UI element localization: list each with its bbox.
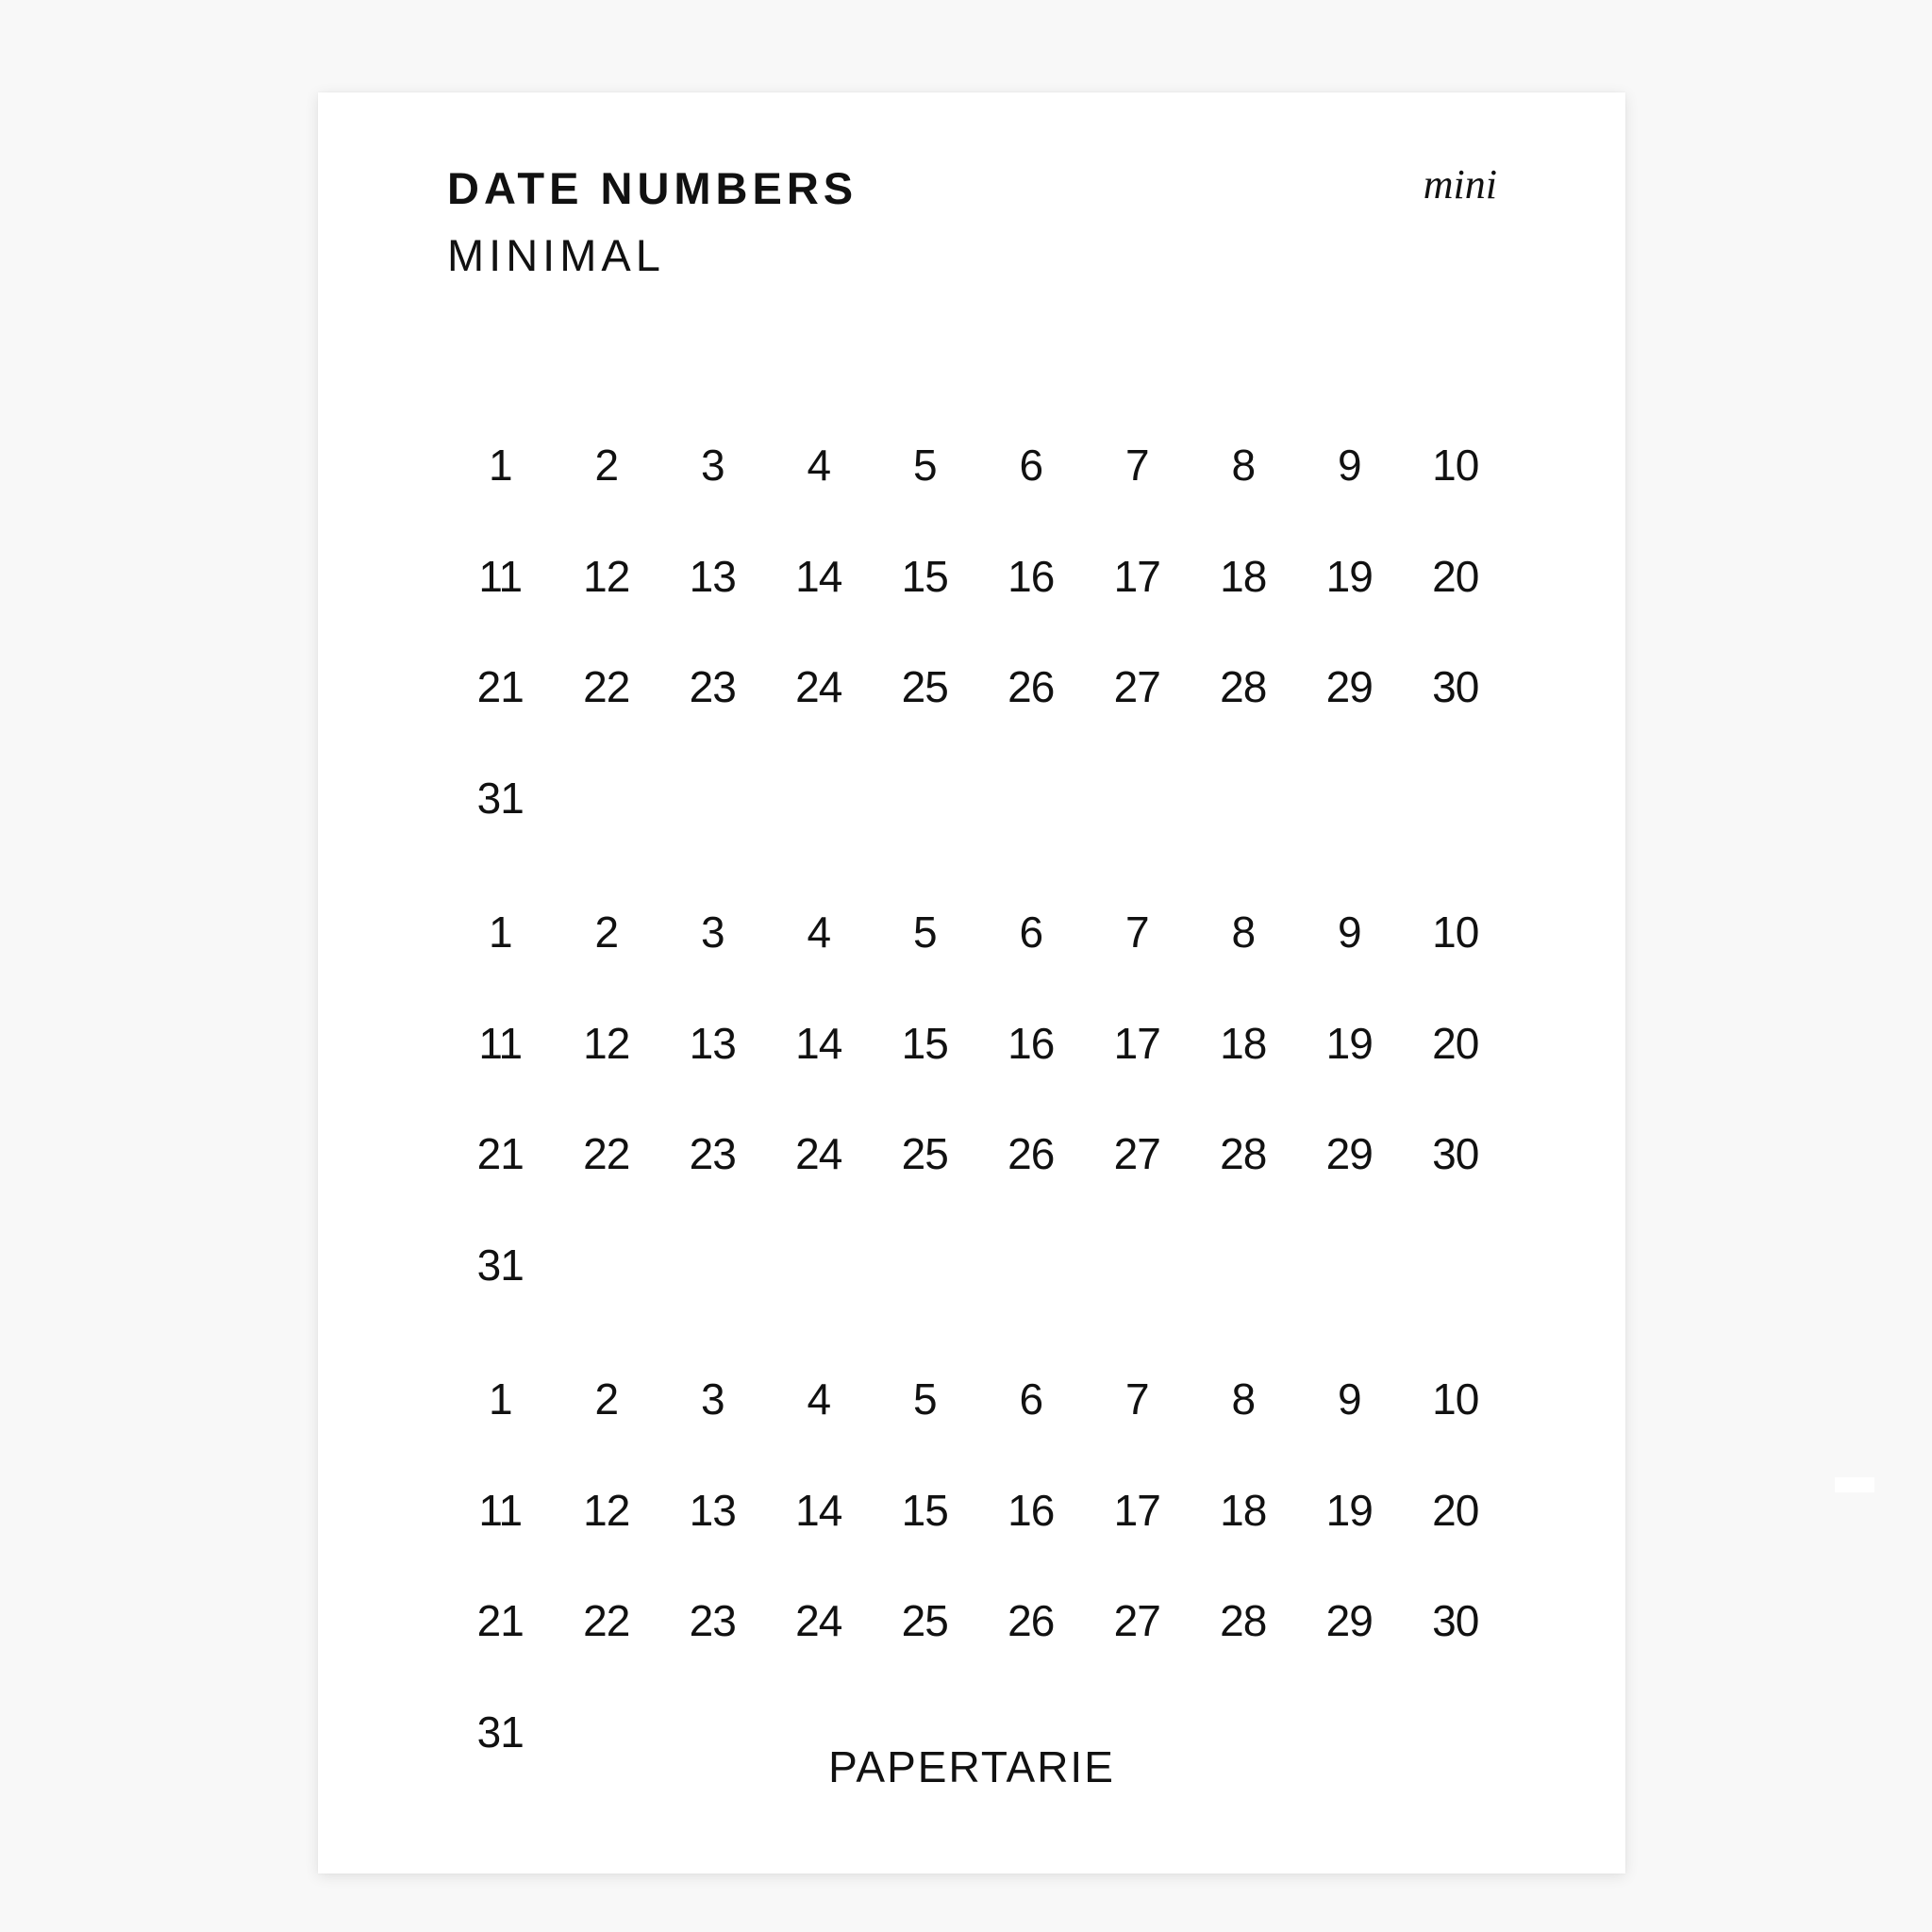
date-set-1 — [447, 423, 1508, 866]
date-number: 13 — [689, 1485, 736, 1535]
date-number: 26 — [1008, 662, 1055, 711]
brand-name: PAPERTARIE — [828, 1742, 1115, 1791]
date-number: 5 — [912, 908, 937, 957]
date-number: 18 — [1220, 551, 1267, 601]
date-set-3 — [447, 1357, 1508, 1800]
date-number: 11 — [478, 551, 523, 601]
date-number: 14 — [795, 1485, 842, 1535]
sheet-title: DATE NUMBERS — [447, 163, 858, 213]
date-number: 16 — [1008, 1485, 1055, 1535]
date-number: 27 — [1113, 1596, 1160, 1645]
date-number: 22 — [583, 1129, 630, 1178]
date-number: 16 — [1008, 551, 1055, 601]
date-number: 28 — [1220, 1596, 1267, 1645]
date-number: 3 — [700, 1374, 724, 1424]
date-number: 26 — [1008, 1596, 1055, 1645]
date-number: 5 — [912, 441, 937, 490]
date-number: 19 — [1325, 551, 1373, 601]
date-number: 13 — [689, 551, 736, 601]
date-number: 3 — [700, 908, 724, 957]
date-number: 13 — [689, 1018, 736, 1068]
date-number: 2 — [594, 908, 619, 957]
date-number: 20 — [1432, 1018, 1479, 1068]
date-number: 10 — [1432, 908, 1479, 957]
date-number: 28 — [1220, 662, 1267, 711]
date-number: 7 — [1124, 441, 1149, 490]
edition-label: mini — [1423, 161, 1497, 208]
date-number: 27 — [1113, 1129, 1160, 1178]
edge-highlight — [1835, 1477, 1874, 1492]
date-number: 19 — [1325, 1485, 1373, 1535]
date-number: 9 — [1337, 441, 1361, 490]
date-number: 9 — [1337, 908, 1361, 957]
date-number: 18 — [1220, 1485, 1267, 1535]
date-number: 22 — [583, 662, 630, 711]
date-number: 11 — [478, 1485, 523, 1535]
date-number: 4 — [807, 1374, 831, 1424]
date-number: 28 — [1220, 1129, 1267, 1178]
date-number: 2 — [594, 1374, 619, 1424]
date-number: 31 — [476, 1240, 524, 1290]
date-number: 29 — [1325, 1129, 1373, 1178]
date-number: 12 — [583, 551, 630, 601]
date-number: 23 — [689, 1596, 736, 1645]
date-number: 11 — [478, 1018, 523, 1068]
date-number: 20 — [1432, 1485, 1479, 1535]
date-number: 4 — [807, 908, 831, 957]
date-grid — [447, 890, 1508, 1333]
date-number: 4 — [807, 441, 831, 490]
date-number: 23 — [689, 1129, 736, 1178]
date-number: 8 — [1231, 1374, 1256, 1424]
date-number: 26 — [1008, 1129, 1055, 1178]
date-number: 1 — [488, 1374, 512, 1424]
date-number: 30 — [1432, 1596, 1479, 1645]
date-number: 6 — [1019, 1374, 1043, 1424]
date-number: 24 — [795, 1129, 842, 1178]
date-number: 2 — [594, 441, 619, 490]
date-number: 10 — [1432, 1374, 1479, 1424]
date-number: 22 — [583, 1596, 630, 1645]
date-number: 12 — [583, 1018, 630, 1068]
date-number: 31 — [476, 773, 524, 823]
date-number: 23 — [689, 662, 736, 711]
sheet-subtitle: MINIMAL — [447, 230, 665, 280]
date-number: 8 — [1231, 908, 1256, 957]
date-number: 3 — [700, 441, 724, 490]
date-number: 5 — [912, 1374, 937, 1424]
date-number: 21 — [476, 1596, 524, 1645]
date-number: 30 — [1432, 662, 1479, 711]
date-number: 27 — [1113, 662, 1160, 711]
date-number: 21 — [476, 662, 524, 711]
date-number: 29 — [1325, 1596, 1373, 1645]
date-grid — [447, 423, 1508, 866]
date-number: 6 — [1019, 441, 1043, 490]
date-number: 1 — [488, 441, 512, 490]
date-number: 17 — [1113, 1485, 1160, 1535]
date-number: 9 — [1337, 1374, 1361, 1424]
date-number: 24 — [795, 662, 842, 711]
date-number: 17 — [1113, 1018, 1160, 1068]
date-number: 24 — [795, 1596, 842, 1645]
date-number: 15 — [901, 1485, 948, 1535]
date-number: 7 — [1124, 1374, 1149, 1424]
date-number: 14 — [795, 1018, 842, 1068]
date-number: 21 — [476, 1129, 524, 1178]
sticker-sheet — [318, 92, 1625, 1874]
date-number: 8 — [1231, 441, 1256, 490]
date-number: 10 — [1432, 441, 1479, 490]
date-set-2 — [447, 890, 1508, 1333]
date-number: 14 — [795, 551, 842, 601]
date-number: 30 — [1432, 1129, 1479, 1178]
date-number: 15 — [901, 1018, 948, 1068]
date-number: 29 — [1325, 662, 1373, 711]
date-number: 12 — [583, 1485, 630, 1535]
date-grid — [447, 1357, 1508, 1800]
date-number: 20 — [1432, 551, 1479, 601]
date-number: 31 — [476, 1707, 524, 1757]
date-number: 19 — [1325, 1018, 1373, 1068]
date-number: 16 — [1008, 1018, 1055, 1068]
date-number: 1 — [488, 908, 512, 957]
date-number: 18 — [1220, 1018, 1267, 1068]
date-number: 17 — [1113, 551, 1160, 601]
date-number: 7 — [1124, 908, 1149, 957]
date-number: 25 — [901, 1129, 948, 1178]
date-number: 25 — [901, 662, 948, 711]
date-number: 6 — [1019, 908, 1043, 957]
date-number: 25 — [901, 1596, 948, 1645]
date-number: 15 — [901, 551, 948, 601]
